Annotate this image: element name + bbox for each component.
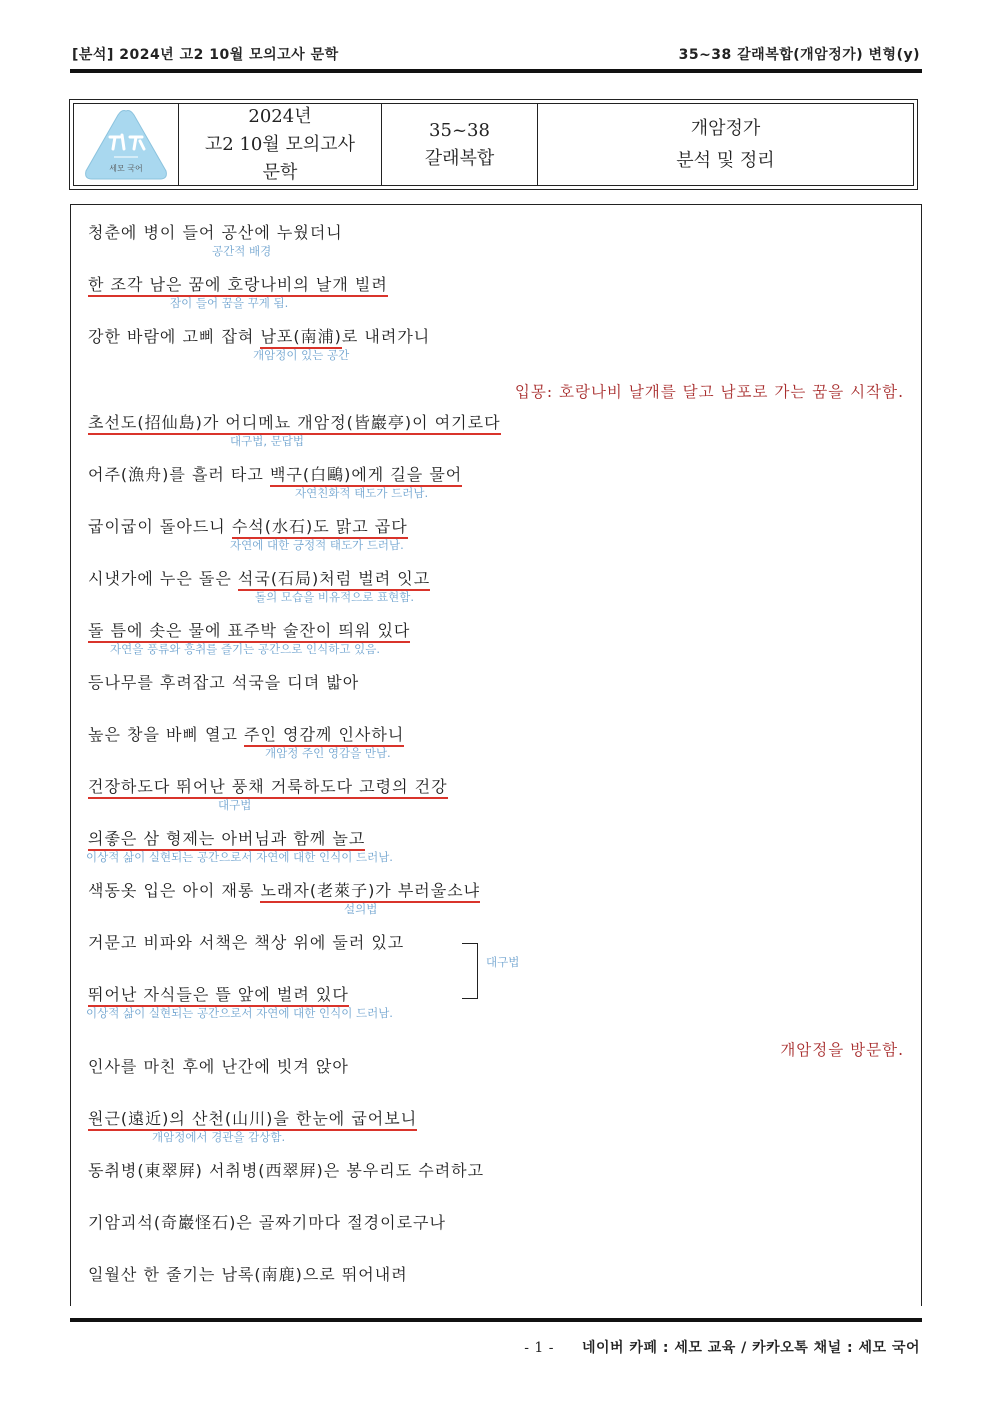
poem-highlight: 석국(石局)처럼 벌려 잇고 [238, 569, 430, 591]
poem-line: 등나무를 후려잡고 석국을 디뎌 밟아 [88, 673, 360, 692]
logo-cell [74, 104, 179, 185]
poem-highlight: 건장하도다 뛰어난 풍채 거룩하도다 고령의 건강 [88, 777, 448, 799]
exam-subject: 문학 [262, 161, 298, 183]
poem-line: 동취병(東翠屛) 서취병(西翠屛)은 봉우리도 수려하고 [88, 1161, 485, 1180]
poem-highlight: 수석(水石)도 맑고 곱다 [232, 517, 408, 539]
page-number: - 1 - [524, 1340, 554, 1356]
poem-highlight: 주인 영감께 인사하니 [244, 725, 404, 747]
poem-annotation: 설의법 [344, 902, 378, 916]
poem-line: 청춘에 병이 들어 공산에 누웠더니 [88, 223, 343, 242]
poem-annotation: 자연을 풍류와 흥취를 즐기는 공간으로 인식하고 있음. [110, 642, 380, 656]
footer-divider [70, 1318, 922, 1322]
poem-highlight: 의좋은 삼 형제는 아버님과 함께 놀고 [88, 829, 365, 851]
poem-line: 굽이굽이 돌아드니 수석(水石)도 맑고 곱다 [88, 516, 408, 538]
question-range-cell [382, 104, 538, 185]
poem-annotation: 대구법 [218, 798, 252, 812]
poem-line [88, 274, 388, 296]
poem-annotation: 잠이 들어 꿈을 꾸게 됨. [170, 296, 289, 310]
poem-line: 일월산 한 줄기는 남록(南鹿)으로 뛰어내려 [88, 1265, 408, 1284]
exam-year: 2024년 [248, 105, 312, 127]
poem-annotation: 공간적 배경 [212, 244, 272, 258]
poem-line [88, 412, 501, 434]
footer [524, 1337, 920, 1357]
bracket-label: 대구법 [486, 955, 520, 969]
poem-line [88, 984, 349, 1006]
poem-highlight: 돌 틈에 솟은 물에 표주박 술잔이 띄워 있다 [88, 621, 410, 643]
parallelism-bracket [462, 943, 478, 999]
question-type: 갈래복합 [424, 147, 495, 169]
poem-line: 높은 창을 바삐 열고 주인 영감께 인사하니 [88, 724, 404, 746]
poem-line: 시냇가에 누은 돌은 석국(石局)처럼 벌려 잇고 [88, 568, 430, 590]
title-table [69, 99, 918, 190]
poem-annotation: 대구법, 문답법 [230, 434, 304, 448]
poem-annotation: 개암정이 있는 공간 [253, 348, 350, 362]
work-subtitle: 분석 및 정리 [676, 149, 775, 171]
poem-highlight: 원근(遠近)의 산천(山川)을 한눈에 굽어보니 [88, 1109, 417, 1131]
summary-dream: 입몽: 호랑나비 날개를 달고 남포로 가는 꿈을 시작함. [514, 383, 904, 401]
work-title: 개암정가 [690, 117, 761, 139]
poem-line: 색동옷 입은 아이 재롱 노래자(老萊子)가 부러울소냐 [88, 880, 480, 902]
work-title-cell [538, 104, 913, 185]
poem-highlight: 노래자(老萊子)가 부러울소냐 [260, 881, 480, 903]
poem-annotation: 자연에 대한 긍정적 태도가 드러남. [230, 538, 404, 552]
poem-line: 어주(漁舟)를 흘러 타고 백구(白鷗)에게 길을 물어 [88, 464, 462, 486]
exam-name: 고2 10월 모의고사 [204, 133, 356, 155]
poem-line [88, 776, 448, 798]
poem-line: 강한 바람에 고삐 잡혀 남포(南浦)로 내려가니 [88, 326, 430, 348]
poem-annotation: 돌의 모습을 비유적으로 표현함. [255, 590, 415, 604]
poem-line: 거문고 비파와 서책은 책상 위에 둘러 있고 [88, 933, 405, 952]
poem-annotation: 이상적 삶이 실현되는 공간으로서 자연에 대한 인식이 드러남. [86, 1006, 393, 1020]
poem-highlight: 공산 [221, 223, 255, 242]
question-range: 35~38 [429, 119, 490, 141]
exam-info-cell [179, 104, 382, 185]
poem-line: 인사를 마친 후에 난간에 빗겨 앉아 [88, 1057, 349, 1076]
poem-highlight: 한 조각 남은 꿈에 호랑나비의 날개 빌려 [88, 275, 388, 297]
poem-line [88, 1108, 417, 1130]
poem-annotation: 개암정에서 경관을 감상함. [152, 1130, 286, 1144]
logo-text: 세모 국어 [109, 163, 143, 173]
header-title: [분석] 2024년 고2 10월 모의고사 문학 [72, 47, 339, 63]
semo-logo [80, 105, 172, 185]
poem-highlight: 남포(南浦) [260, 327, 341, 349]
header-divider [70, 69, 922, 73]
poem-highlight: 뛰어난 자식들은 뜰 앞에 벌려 있다 [88, 985, 349, 1007]
poem-line [88, 620, 410, 642]
header-subtitle: 35~38 갈래복합(개암정가) 변형(y) [678, 47, 920, 63]
poem-annotation: 이상적 삶이 실현되는 공간으로서 자연에 대한 인식이 드러남. [86, 850, 393, 864]
poem-line [88, 828, 365, 850]
footer-text: 네이버 카페 : 세모 교육 / 카카오톡 채널 : 세모 국어 [581, 1340, 920, 1356]
poem-annotation: 개암정 주인 영감을 만남. [265, 746, 391, 760]
poem-highlight: 백구(白鷗)에게 길을 물어 [270, 465, 462, 487]
poem-line: 기암괴석(奇巖怪石)은 골짜기마다 절경이로구나 [88, 1213, 446, 1232]
poem-annotation: 자연친화적 태도가 드러남. [295, 486, 429, 500]
poem-highlight: 초선도(招仙島)가 어디메뇨 개암정(皆巖亭)이 여기로다 [88, 413, 501, 435]
summary-visit: 개암정을 방문함. [780, 1041, 904, 1059]
